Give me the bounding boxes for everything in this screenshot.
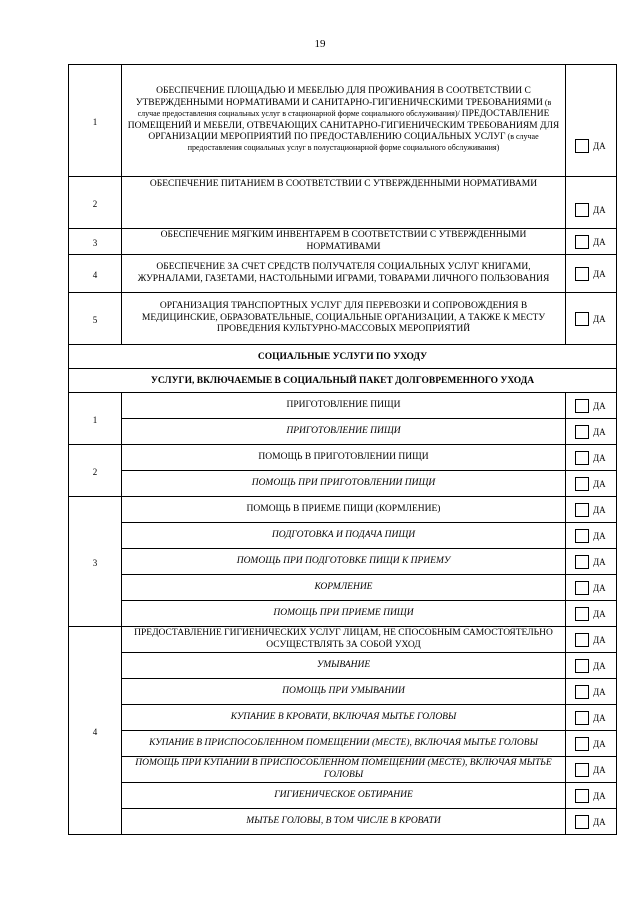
- table-row: [69, 731, 617, 757]
- yes-label: ДА: [593, 452, 606, 463]
- yes-checkbox[interactable]: [575, 477, 589, 491]
- yes-label: ДА: [593, 426, 606, 437]
- table-row: [69, 229, 617, 255]
- yes-checkbox[interactable]: [575, 425, 589, 439]
- yes-checkbox[interactable]: [575, 711, 589, 725]
- table-row: [69, 653, 617, 679]
- table-row: [69, 497, 617, 523]
- service-item-text: ПОДГОТОВКА И ПОДАЧА ПИЩИ: [122, 523, 566, 549]
- yes-label: ДА: [593, 204, 606, 215]
- service-item-text: ПОМОЩЬ ПРИ ПРИГОТОВЛЕНИИ ПИЩИ: [122, 471, 566, 497]
- section-row: [69, 345, 617, 369]
- yes-cell: [566, 731, 617, 757]
- service-item-text: ПРИГОТОВЛЕНИЕ ПИЩИ: [122, 393, 566, 419]
- service-item-text: ПОМОЩЬ В ПРИЕМЕ ПИЩИ (КОРМЛЕНИЕ): [122, 497, 566, 523]
- yes-cell: [566, 809, 617, 835]
- yes-checkbox[interactable]: [575, 555, 589, 569]
- yes-cell: [566, 757, 617, 783]
- yes-checkbox[interactable]: [575, 581, 589, 595]
- yes-label: ДА: [593, 712, 606, 723]
- yes-checkbox[interactable]: [575, 139, 589, 153]
- page-number: 19: [314, 38, 326, 50]
- yes-cell: [566, 445, 617, 471]
- yes-cell: [566, 497, 617, 523]
- service-item-text: ПОМОЩЬ ПРИ ПОДГОТОВКЕ ПИЩИ К ПРИЕМУ: [122, 549, 566, 575]
- yes-checkbox[interactable]: [575, 763, 589, 777]
- service-item-text: КУПАНИЕ В КРОВАТИ, ВКЛЮЧАЯ МЫТЬЕ ГОЛОВЫ: [122, 705, 566, 731]
- group-number: 2: [69, 445, 122, 497]
- yes-checkbox[interactable]: [575, 451, 589, 465]
- table-row: [69, 471, 617, 497]
- yes-label: ДА: [593, 313, 606, 324]
- yes-cell: [566, 705, 617, 731]
- yes-cell: [566, 783, 617, 809]
- yes-label: ДА: [593, 738, 606, 749]
- yes-checkbox[interactable]: [575, 659, 589, 673]
- service-text: ОБЕСПЕЧЕНИЕ ПЛОЩАДЬЮ И МЕБЕЛЬЮ ДЛЯ ПРОЖИВАНИЯ В СООТВЕТСТВИИ С УТВЕРЖДЕННЫМИ НОРМАТИВАМИ И САНИТАРНО-ГИГИЕНИЧЕСКИМИ ТРЕБОВАНИЯМИ (в случае предоставления социальных услуг в стационарной форме социального обслуживания)/ ПРЕДОСТАВЛЕНИЕ ПОМЕЩЕНИЙ И МЕБЕЛИ, ОТВЕЧАЮЩИХ САНИТАРНО-ГИГИЕНИЧЕСКИМ ТРЕБОВАНИЯМ ДЛЯ ОРГАНИЗАЦИИ МЕРОПРИЯТИЙ ПО ПРЕДОСТАВЛЕНИЮ СОЦИАЛЬНЫХ УСЛУГ (в случае предоставления социальных услуг в полустационарной форме социального обслуживания): [122, 65, 566, 177]
- yes-cell: [566, 679, 617, 705]
- yes-cell: [566, 65, 617, 177]
- yes-cell: [566, 255, 617, 293]
- yes-label: ДА: [593, 268, 606, 279]
- service-text: ОРГАНИЗАЦИЯ ТРАНСПОРТНЫХ УСЛУГ ДЛЯ ПЕРЕВОЗКИ И СОПРОВОЖДЕНИЯ В МЕДИЦИНСКИЕ, ОБРАЗОВАТЕЛЬНЫЕ, СОЦИАЛЬНЫЕ ОРГАНИЗАЦИИ, А ТАКЖЕ К МЕСТУ ПРОВЕДЕНИЯ КУЛЬТУРНО-МАССОВЫХ МЕРОПРИЯТИЙ: [122, 293, 566, 345]
- table-row: [69, 419, 617, 445]
- yes-checkbox[interactable]: [575, 529, 589, 543]
- group-number: 1: [69, 393, 122, 445]
- yes-label: ДА: [593, 764, 606, 775]
- yes-checkbox[interactable]: [575, 503, 589, 517]
- yes-checkbox[interactable]: [575, 267, 589, 281]
- yes-cell: [566, 471, 617, 497]
- table-row: [69, 549, 617, 575]
- row-number: 4: [69, 255, 122, 293]
- yes-label: ДА: [593, 582, 606, 593]
- yes-cell: [566, 549, 617, 575]
- table-row: [69, 783, 617, 809]
- yes-label: ДА: [593, 400, 606, 411]
- service-text: ОБЕСПЕЧЕНИЕ МЯГКИМ ИНВЕНТАРЕМ В СООТВЕТСТВИИ С УТВЕРЖДЕННЫМИ НОРМАТИВАМИ: [122, 229, 566, 255]
- yes-cell: [566, 293, 617, 345]
- yes-cell: [566, 393, 617, 419]
- table-row: [69, 809, 617, 835]
- service-item-text: ПОМОЩЬ ПРИ КУПАНИИ В ПРИСПОСОБЛЕННОМ ПОМЕЩЕНИИ (МЕСТЕ), ВКЛЮЧАЯ МЫТЬЕ ГОЛОВЫ: [122, 757, 566, 783]
- yes-cell: [566, 177, 617, 229]
- yes-cell: [566, 627, 617, 653]
- yes-label: ДА: [593, 236, 606, 247]
- yes-label: ДА: [593, 140, 606, 151]
- services-table: [68, 64, 617, 835]
- service-item-text: МЫТЬЕ ГОЛОВЫ, В ТОМ ЧИСЛЕ В КРОВАТИ: [122, 809, 566, 835]
- yes-label: ДА: [593, 530, 606, 541]
- service-item-text: ПОМОЩЬ ПРИ УМЫВАНИИ: [122, 679, 566, 705]
- table-row: [69, 757, 617, 783]
- service-item-text: КУПАНИЕ В ПРИСПОСОБЛЕННОМ ПОМЕЩЕНИИ (МЕСТЕ), ВКЛЮЧАЯ МЫТЬЕ ГОЛОВЫ: [122, 731, 566, 757]
- yes-cell: [566, 419, 617, 445]
- table-row: [69, 177, 617, 229]
- service-item-text: ПРИГОТОВЛЕНИЕ ПИЩИ: [122, 419, 566, 445]
- group-number: 3: [69, 497, 122, 627]
- service-text: ОБЕСПЕЧЕНИЕ ПИТАНИЕМ В СООТВЕТСТВИИ С УТВЕРЖДЕННЫМИ НОРМАТИВАМИ: [122, 177, 566, 229]
- service-item-text: ПРЕДОСТАВЛЕНИЕ ГИГИЕНИЧЕСКИХ УСЛУГ ЛИЦАМ, НЕ СПОСОБНЫМ САМОСТОЯТЕЛЬНО ОСУЩЕСТВЛЯТЬ ЗА СОБОЙ УХОД: [122, 627, 566, 653]
- table-row: [69, 393, 617, 419]
- section-heading-package: УСЛУГИ, ВКЛЮЧАЕМЫЕ В СОЦИАЛЬНЫЙ ПАКЕТ ДОЛГОВРЕМЕННОГО УХОДА: [69, 369, 617, 393]
- row-number: 3: [69, 229, 122, 255]
- service-item-text: ГИГИЕНИЧЕСКОЕ ОБТИРАНИЕ: [122, 783, 566, 809]
- service-item-text: КОРМЛЕНИЕ: [122, 575, 566, 601]
- yes-checkbox[interactable]: [575, 607, 589, 621]
- row-number: 1: [69, 65, 122, 177]
- yes-label: ДА: [593, 660, 606, 671]
- yes-checkbox[interactable]: [575, 633, 589, 647]
- yes-checkbox[interactable]: [575, 235, 589, 249]
- table-row: [69, 575, 617, 601]
- yes-cell: [566, 653, 617, 679]
- table-row: [69, 445, 617, 471]
- group-number: 4: [69, 627, 122, 835]
- table-row: [69, 601, 617, 627]
- table-row: [69, 627, 617, 653]
- table-row: [69, 705, 617, 731]
- yes-checkbox[interactable]: [575, 399, 589, 413]
- yes-checkbox[interactable]: [575, 737, 589, 751]
- service-item-text: ПОМОЩЬ В ПРИГОТОВЛЕНИИ ПИЩИ: [122, 445, 566, 471]
- table-row: [69, 293, 617, 345]
- yes-cell: [566, 601, 617, 627]
- row-number: 5: [69, 293, 122, 345]
- yes-label: ДА: [593, 816, 606, 827]
- table-row: [69, 523, 617, 549]
- yes-checkbox[interactable]: [575, 685, 589, 699]
- yes-checkbox[interactable]: [575, 312, 589, 326]
- yes-cell: [566, 523, 617, 549]
- section-row: [69, 369, 617, 393]
- yes-label: ДА: [593, 504, 606, 515]
- yes-label: ДА: [593, 790, 606, 801]
- section-heading-care: СОЦИАЛЬНЫЕ УСЛУГИ ПО УХОДУ: [69, 345, 617, 369]
- service-item-text: УМЫВАНИЕ: [122, 653, 566, 679]
- yes-checkbox[interactable]: [575, 203, 589, 217]
- yes-label: ДА: [593, 686, 606, 697]
- table-row: [69, 255, 617, 293]
- yes-cell: [566, 229, 617, 255]
- table-row: [69, 679, 617, 705]
- yes-label: ДА: [593, 634, 606, 645]
- yes-checkbox[interactable]: [575, 815, 589, 829]
- service-item-text: ПОМОЩЬ ПРИ ПРИЕМЕ ПИЩИ: [122, 601, 566, 627]
- yes-checkbox[interactable]: [575, 789, 589, 803]
- row-number: 2: [69, 177, 122, 229]
- table-row: [69, 65, 617, 177]
- yes-label: ДА: [593, 608, 606, 619]
- yes-label: ДА: [593, 556, 606, 567]
- service-text: ОБЕСПЕЧЕНИЕ ЗА СЧЕТ СРЕДСТВ ПОЛУЧАТЕЛЯ СОЦИАЛЬНЫХ УСЛУГ КНИГАМИ, ЖУРНАЛАМИ, ГАЗЕТАМИ, НАСТОЛЬНЫМИ ИГРАМИ, ТОВАРАМИ ЛИЧНОГО ПОЛЬЗОВАНИЯ: [122, 255, 566, 293]
- yes-label: ДА: [593, 478, 606, 489]
- yes-cell: [566, 575, 617, 601]
